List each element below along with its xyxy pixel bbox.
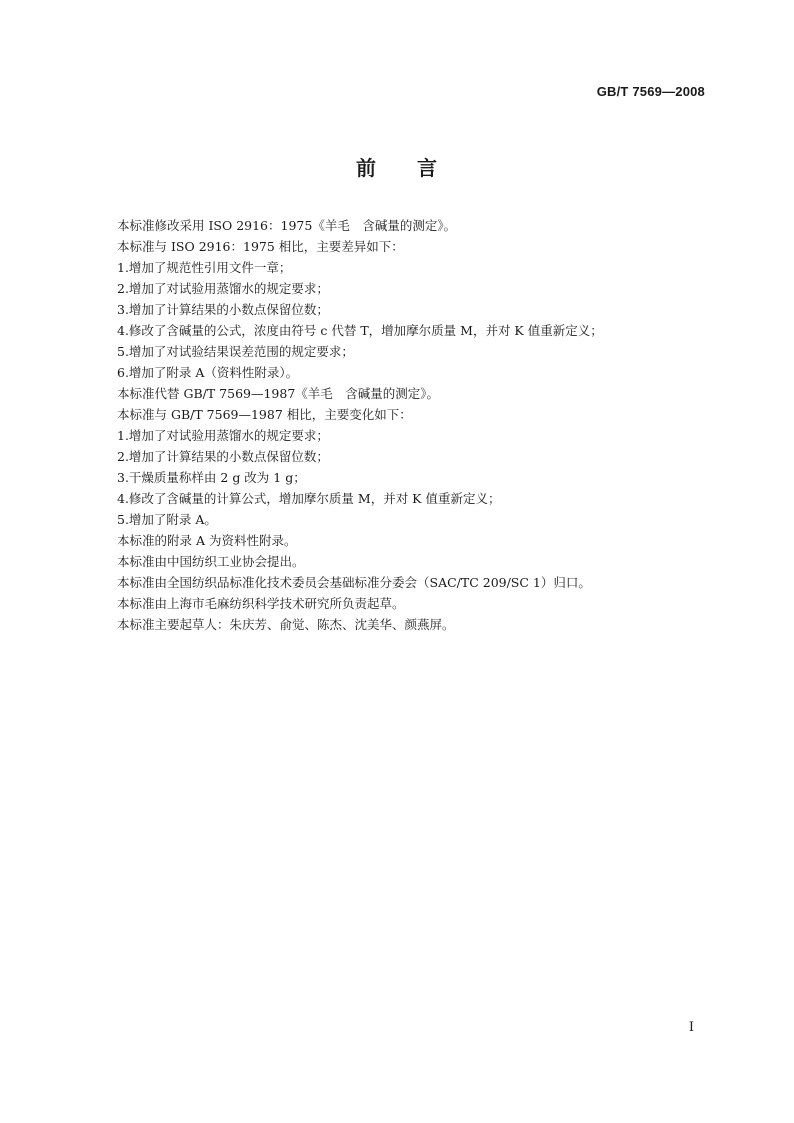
foreword-line: 本标准代替 GB/T 7569—1987《羊毛 含碱量的测定》。 [117,386,440,401]
foreword-line: 本标准的附录 A 为资料性附录。 [117,533,297,548]
standard-number: GB/T 7569—2008 [596,84,705,99]
foreword-line: 本标准与 ISO 2916：1975 相比，主要差异如下： [117,239,404,254]
foreword-line: 5.增加了对试验结果误差范围的规定要求； [117,344,354,359]
foreword-line: 5.增加了附录 A。 [117,512,217,527]
foreword-line: 本标准主要起草人：朱庆芳、俞觉、陈杰、沈美华、颜燕屏。 [117,617,455,632]
foreword-line: 2.增加了计算结果的小数点保留位数； [117,449,329,464]
title-char-2: 言 [417,156,438,180]
page-title [0,152,794,181]
page-number: I [688,1020,694,1035]
foreword-line: 4.修改了含碱量的计算公式，增加摩尔质量 M，并对 K 值重新定义； [117,491,501,506]
foreword-line: 1.增加了对试验用蒸馏水的规定要求； [117,428,329,443]
foreword-line: 本标准由全国纺织品标准化技术委员会基础标准分委会（SAC/TC 209/SC 1）归口。 [117,575,591,590]
foreword-line: 本标准由上海市毛麻纺织科学技术研究所负责起草。 [117,596,405,611]
foreword-line: 本标准由中国纺织工业协会提出。 [117,554,305,569]
foreword-line: 本标准与 GB/T 7569—1987 相比，主要变化如下： [117,407,412,422]
foreword-line: 1.增加了规范性引用文件一章； [117,260,292,275]
foreword-line: 4.修改了含碱量的公式，浓度由符号 c 代替 T，增加摩尔质量 M，并对 K 值重新定义； [117,323,603,338]
foreword-line: 本标准修改采用 ISO 2916：1975《羊毛 含碱量的测定》。 [117,218,457,233]
foreword-line: 3.干燥质量称样由 2 g 改为 1 g； [117,470,306,485]
foreword-line: 2.增加了对试验用蒸馏水的规定要求； [117,281,329,296]
title-char-1: 前 [356,156,377,180]
foreword-body [117,215,697,635]
foreword-line: 6.增加了附录 A（资料性附录）。 [117,365,299,380]
foreword-line: 3.增加了计算结果的小数点保留位数； [117,302,329,317]
